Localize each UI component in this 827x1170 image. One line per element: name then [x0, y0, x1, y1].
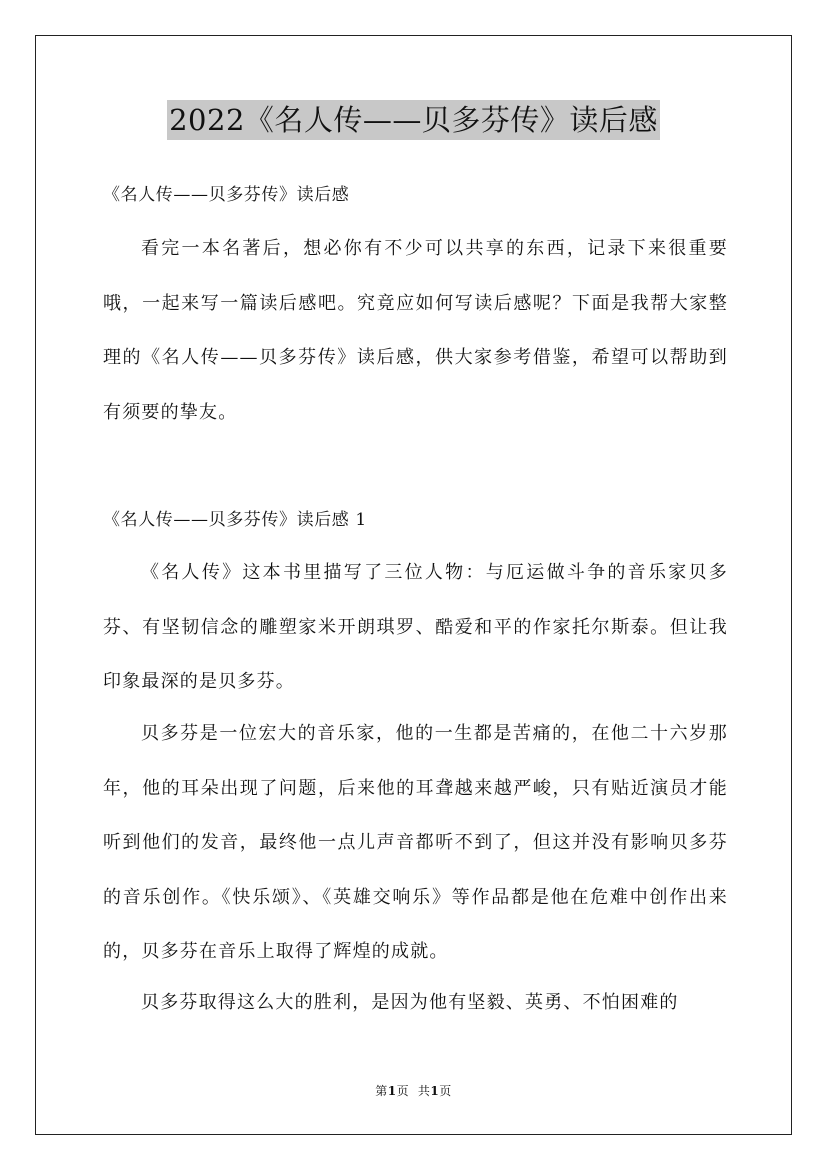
section-heading-intro: 《名人传——贝多芬传》读后感: [103, 185, 350, 205]
page-suffix: 页: [396, 1084, 410, 1098]
total-prefix: 共: [417, 1084, 431, 1098]
intro-paragraph: 看完一本名著后，想必你有不少可以共享的东西，记录下来很重要哦，一起来写一篇读后感吧。究竟应如何写读后感呢？下面是我帮大家整理的《名人传——贝多芬传》读后感，供大家参考借鉴，希望可以帮助到有须要的挚友。: [103, 238, 728, 423]
body-paragraph-3: 贝多芬取得这么大的胜利，是因为他有坚毅、英勇、不怕困难的: [141, 992, 679, 1013]
body-paragraph-2: 贝多芬是一位宏大的音乐家，他的一生都是苦痛的，在他二十六岁那年，他的耳朵出现了问题，后来他的耳聋越来越严峻，只有贴近演员才能听到他们的发音，最终他一点儿声音都听不到了，但这并没有影响贝多芬的音乐创作。《快乐颂》、《英雄交响乐》等作品都是他在危难中创作出来的，贝多芬在音乐上取得了辉煌的成就。: [103, 723, 728, 962]
page-prefix: 第: [375, 1084, 388, 1098]
current-page-number: 1: [387, 1084, 397, 1098]
total-suffix: 页: [439, 1084, 452, 1098]
page-footer: [0, 1082, 827, 1099]
total-pages-number: 1: [430, 1084, 440, 1098]
title-container: [0, 100, 827, 140]
document-title: 2022《名人传——贝多芬传》读后感: [167, 100, 660, 140]
section-heading-1: 《名人传——贝多芬传》读后感 1: [103, 510, 367, 530]
body-paragraph-1: 《名人传》这本书里描写了三位人物：与厄运做斗争的音乐家贝多芬、有坚韧信念的雕塑家米开朗琪罗、酷爱和平的作家托尔斯泰。但让我印象最深的是贝多芬。: [103, 562, 728, 692]
